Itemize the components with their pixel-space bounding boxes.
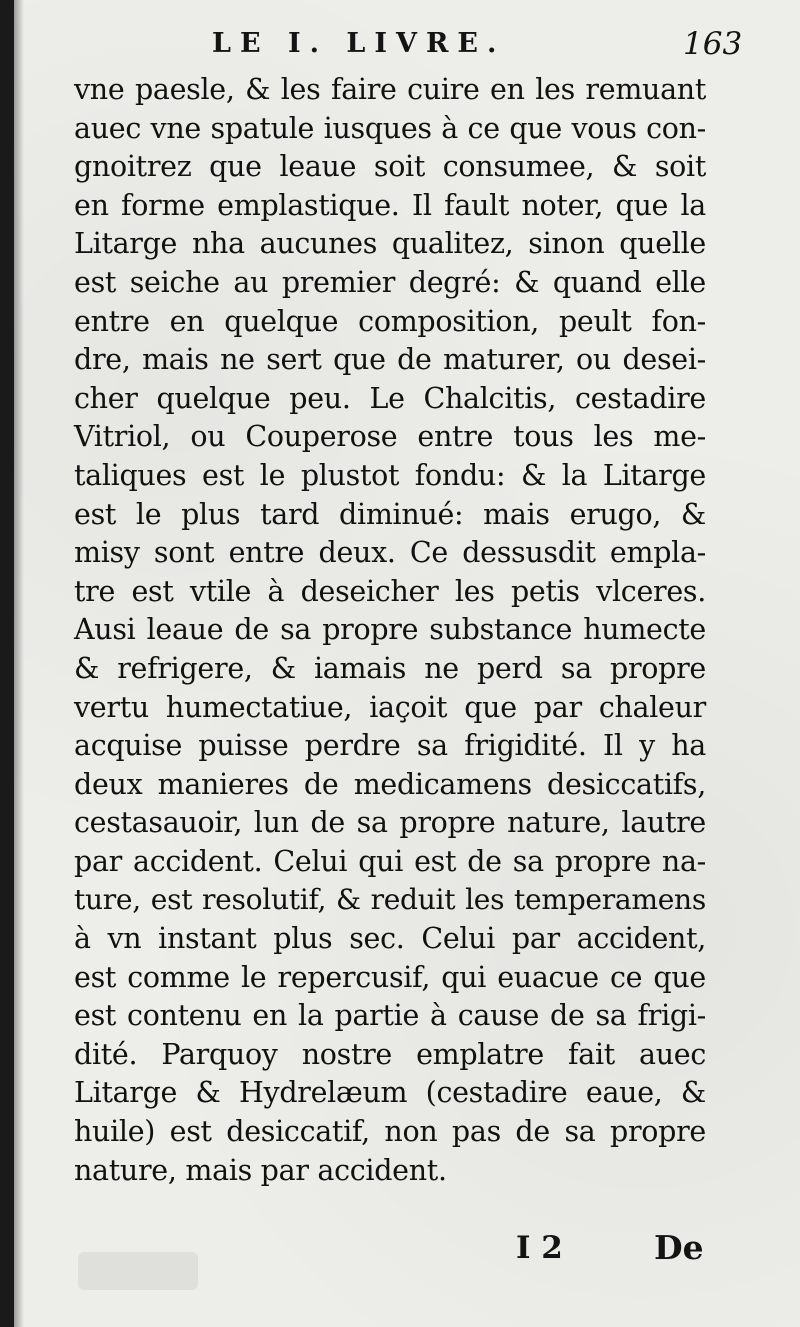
text-line: Litarge & Hydrelæum (cestadire eaue, & xyxy=(74,1076,706,1110)
text-line: huile) est desiccatif, non pas de sa propre xyxy=(74,1115,706,1149)
text-line: deux manieres de medicamens desiccatifs, xyxy=(74,767,706,801)
book-page xyxy=(14,0,800,1327)
catchword: De xyxy=(654,1228,704,1267)
text-line: dité. Parquoy nostre emplatre fait auec xyxy=(74,1037,706,1071)
text-line: & refrigere, & iamais ne perd sa propre xyxy=(74,651,706,685)
text-line: acquise puisse perdre sa frigidité. Il y ha xyxy=(74,729,706,763)
running-head xyxy=(14,24,800,64)
text-line: cher quelque peu. Le Chalcitis, cestadire xyxy=(74,381,706,415)
signature-mark: I 2 xyxy=(516,1230,563,1266)
body-text xyxy=(74,71,706,1190)
text-line: misy sont entre deux. Ce dessusdit empla- xyxy=(74,536,706,570)
text-line: vne paesle, & les faire cuire en les remuant xyxy=(74,73,706,106)
text-line: auec vne spatule iusques à ce que vous con- xyxy=(74,111,706,145)
text-line: est le plus tard diminué: mais erugo, & xyxy=(74,497,706,531)
running-title: LE I. LIVRE. xyxy=(212,28,506,59)
page-number: 163 xyxy=(683,26,743,62)
text-line: dre, mais ne sert que de maturer, ou desei- xyxy=(74,343,706,377)
text-line: Vitriol, ou Couperose entre tous les me- xyxy=(74,420,706,454)
faded-stamp xyxy=(78,1252,198,1290)
text-line: est seiche au premier degré: & quand elle xyxy=(74,265,706,299)
text-line: entre en quelque composition, peult fon- xyxy=(74,304,706,338)
text-line: tre est vtile à deseicher les petis vlceres. xyxy=(74,574,706,608)
text-line: vertu humectatiue, iaçoit que par chaleur xyxy=(74,690,706,724)
text-line: nature, mais par accident. xyxy=(74,1153,447,1187)
text-line: à vn instant plus sec. Celui par accident, xyxy=(74,922,706,956)
text-line: est comme le repercusif, qui euacue ce que xyxy=(74,960,706,994)
text-line: Ausi leaue de sa propre substance humecte xyxy=(74,613,706,647)
text-line: est contenu en la partie à cause de sa frigi- xyxy=(74,999,706,1033)
text-line: en forme emplastique. Il fault noter, que la xyxy=(74,188,706,222)
text-line: cestasauoir, lun de sa propre nature, lautre xyxy=(74,806,706,840)
text-line: Litarge nha aucunes qualitez, sinon quelle xyxy=(74,227,706,261)
text-line: gnoitrez que leaue soit consumee, & soit xyxy=(74,150,706,184)
text-line: taliques est le plustot fondu: & la Litarge xyxy=(74,458,706,492)
gutter-shadow xyxy=(14,0,24,1327)
text-line: ture, est resolutif, & reduit les temperamens xyxy=(74,883,706,917)
text-line: par accident. Celui qui est de sa propre na- xyxy=(74,844,706,878)
